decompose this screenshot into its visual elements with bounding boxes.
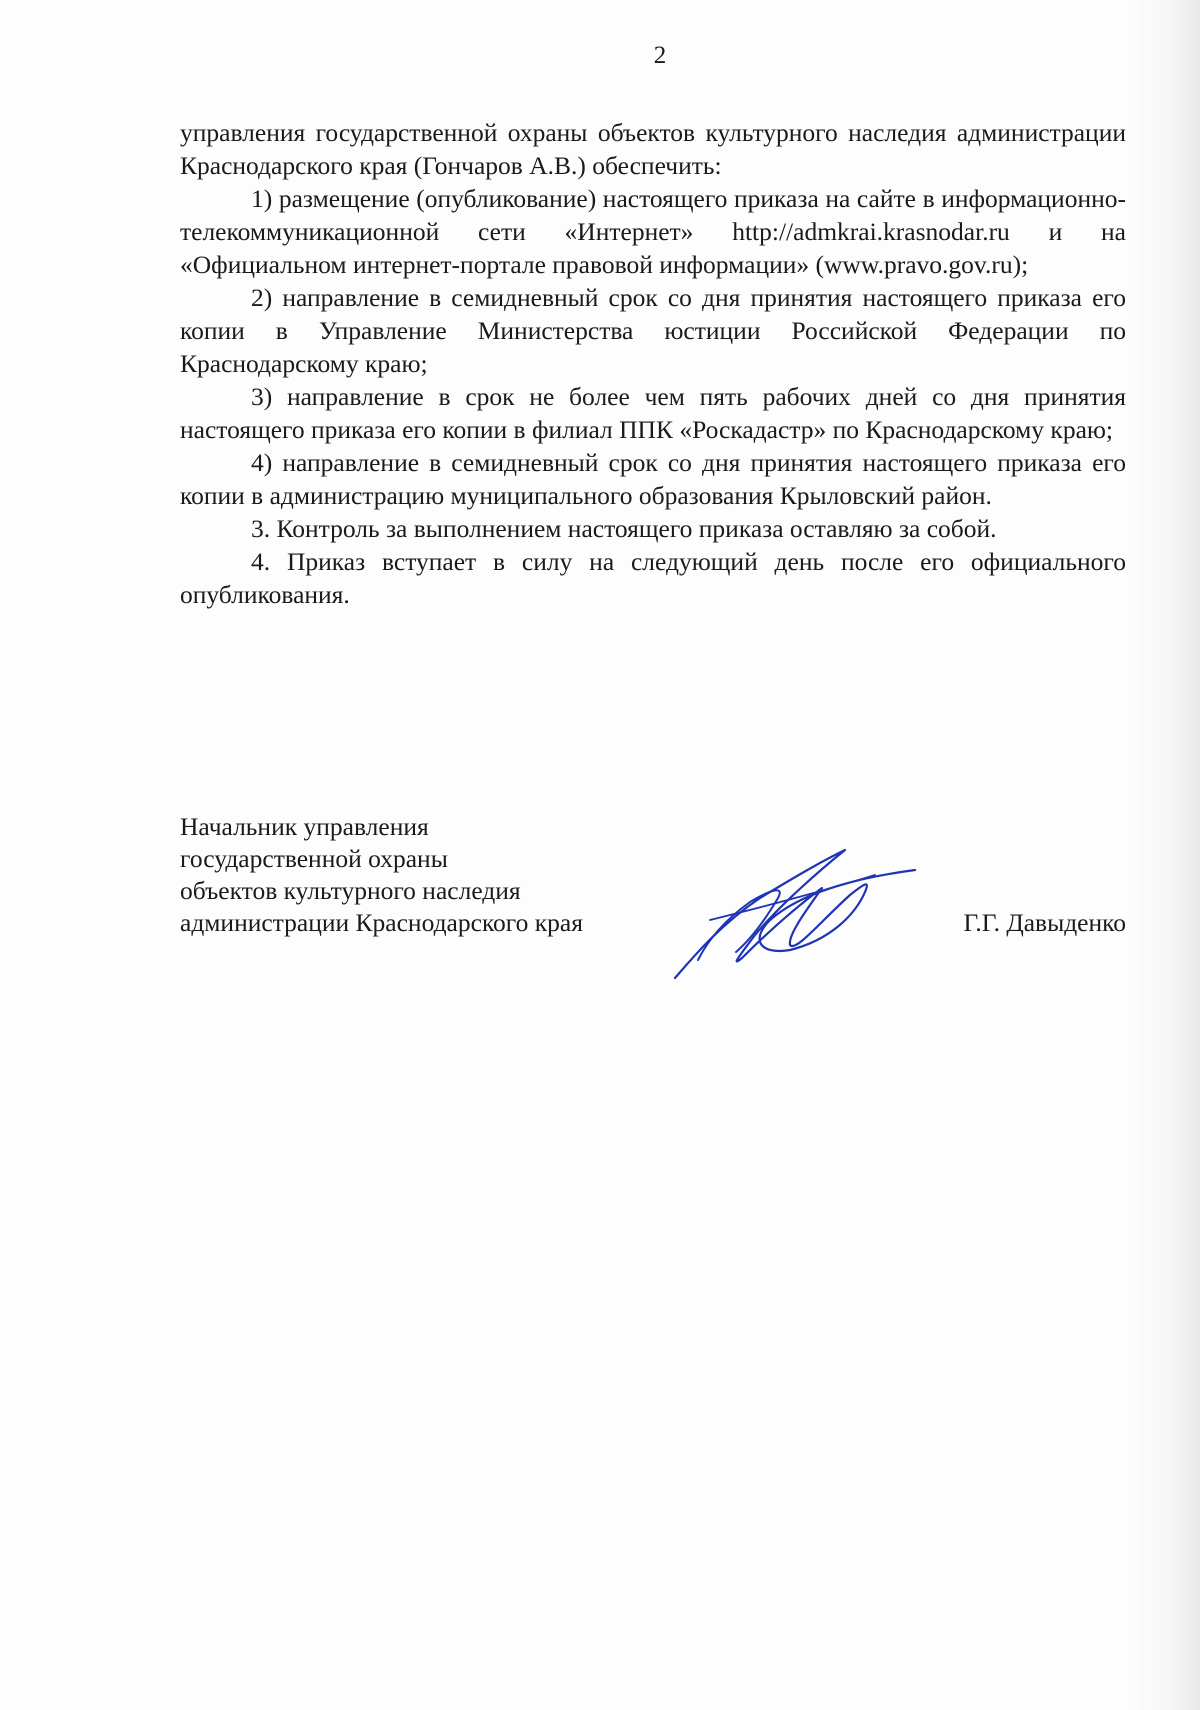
signatory-position-line: государственной охраны (180, 844, 448, 873)
handwritten-signature (670, 840, 920, 985)
paragraph-item-4: 4) направление в семидневный срок со дня принятия настоящего приказа его копии в администрацию муниципального образования Крыловский район. (180, 448, 1126, 510)
paragraph-item-3: 3) направление в срок не более чем пять рабочих дней со дня принятия настоящего приказа его копии в филиал ППК «Роскадастр» по Краснодарскому краю; (180, 382, 1126, 444)
scan-shadow-edge (1130, 0, 1200, 1710)
signatory-position-line: объектов культурного наследия (180, 876, 521, 905)
order-body (180, 116, 1126, 611)
paragraph-item-1: 1) размещение (опубликование) настоящего приказа на сайте в информационно-телекоммуникационной сети «Интернет» http://admkrai.krasnodar.ru и на «Официальном интернет-портале правовой информации» (www.pravo.gov.ru); (180, 184, 1126, 279)
signatory-position-line: администрации Краснодарского края (180, 908, 583, 937)
page-number: 2 (653, 42, 667, 69)
paragraph-effective-date-clause: 4. Приказ вступает в силу на следующий день после его официального опубликования. (180, 547, 1126, 609)
paragraph-control-clause: 3. Контроль за выполнением настоящего приказа оставляю за собой. (251, 514, 997, 543)
paragraph-intro: управления государственной охраны объектов культурного наследия администрации Краснодарского края (Гончаров А.В.) обеспечить: (180, 118, 1126, 180)
signature-block (180, 811, 1126, 939)
signatory-name: Г.Г. Давыденко (963, 908, 1126, 937)
signatory-position-line: Начальник управления (180, 812, 429, 841)
paragraph-item-2: 2) направление в семидневный срок со дня принятия настоящего приказа его копии в Управление Министерства юстиции Российской Федерации по Краснодарскому краю; (180, 283, 1126, 378)
